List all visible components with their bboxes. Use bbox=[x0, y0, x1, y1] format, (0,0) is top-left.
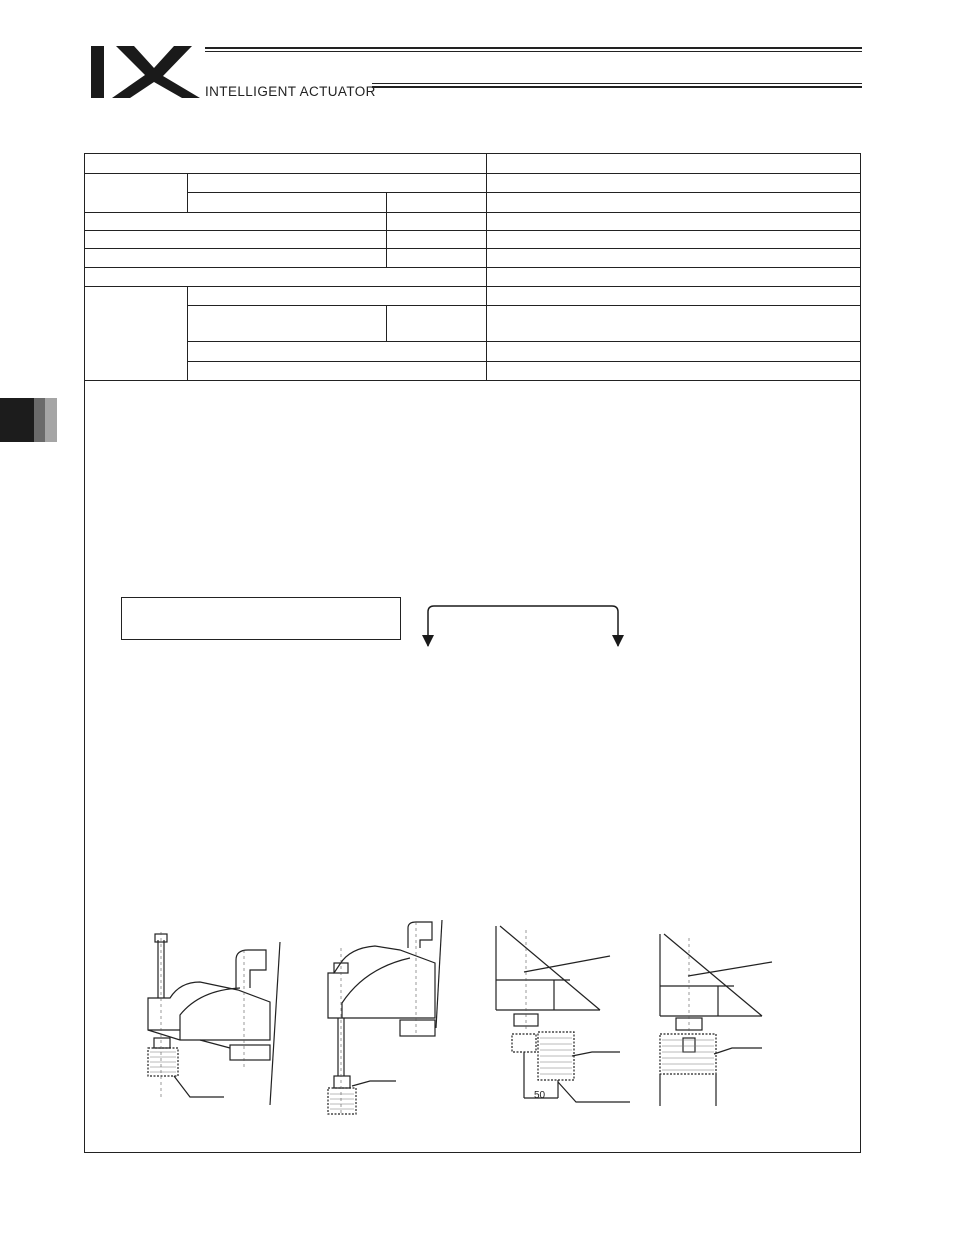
figure-robot-side-view-1 bbox=[140, 930, 290, 1105]
flow-box bbox=[121, 597, 401, 640]
header-rule-top-1 bbox=[205, 47, 862, 49]
dimension-label: 50 bbox=[534, 1090, 546, 1101]
header-rule-bottom-2 bbox=[372, 86, 862, 88]
branch-arrow-icon bbox=[420, 600, 630, 650]
header-rule-top-2 bbox=[205, 51, 862, 52]
chapter-side-tab bbox=[0, 398, 57, 442]
figure-arm-tip-centered-load bbox=[656, 930, 786, 1110]
ix-logo bbox=[88, 42, 203, 100]
figure-arm-tip-offset-load bbox=[492, 922, 637, 1107]
brand-name: INTELLIGENT ACTUATOR bbox=[205, 84, 376, 99]
figure-robot-side-view-2 bbox=[320, 918, 450, 1118]
header-rule-bottom-1 bbox=[372, 83, 862, 84]
